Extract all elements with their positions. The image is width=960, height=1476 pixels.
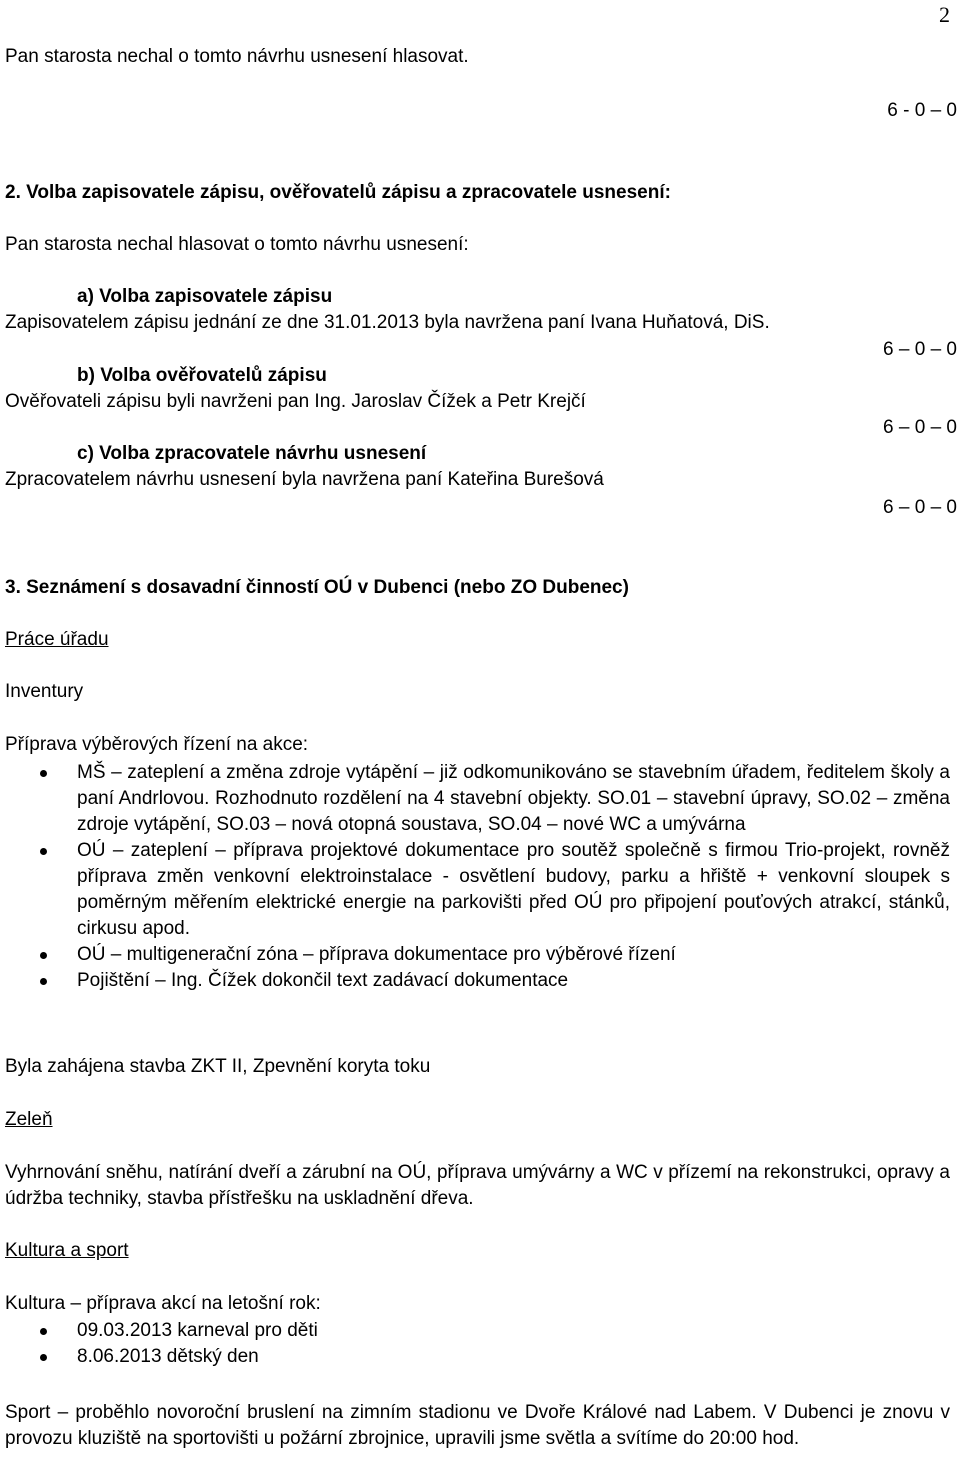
bullet-icon [40, 848, 47, 855]
intro-vote-result: 6 - 0 – 0 [887, 100, 957, 121]
section-2c-heading: c) Volba zpracovatele návrhu usnesení [77, 443, 427, 464]
section-2a-heading: a) Volba zapisovatele zápisu [77, 286, 333, 307]
section-2c-text: Zpracovatelem návrhu usnesení byla navržena paní Kateřina Burešová [5, 469, 604, 490]
bullet-icon [40, 1354, 47, 1361]
inventury-text: Inventury [5, 681, 84, 702]
priprava-title: Příprava výběrových řízení na akce: [5, 734, 309, 755]
list-item: 09.03.2013 karneval pro děti [0, 1318, 950, 1344]
section-2b-result: 6 – 0 – 0 [883, 417, 957, 438]
zkt-text: Byla zahájena stavba ZKT II, Zpevnění koryta toku [5, 1056, 431, 1077]
list-item: OÚ – multigenerační zóna – příprava dokumentace pro výběrové řízení [0, 942, 950, 968]
section-2b-heading: b) Volba ověřovatelů zápisu [77, 365, 327, 386]
kultura-intro: Kultura – příprava akcí na letošní rok: [5, 1293, 321, 1314]
kultura-title: Kultura a sport [5, 1240, 129, 1261]
list-item: OÚ – zateplení – příprava projektové dokumentace pro soutěž společně s firmou Trio-projekt, rovněž příprava změn venkovní elektroinstalace - osvětlení budovy, parku a hřiště + venkovní sloupek s poměrným měřením elektrické energie na parkovišti před OÚ pro připojení pouťových atrakcí, stánků, cirkusu apod. [0, 838, 950, 942]
zelen-text: Vyhrnování sněhu, natírání dveří a zárubní na OÚ, příprava umývárny a WC v přízemí na rekonstrukci, opravy a údržba techniky, stavba přístřešku na uskladnění dřeva. [5, 1162, 950, 1209]
section-2-intro: Pan starosta nechal hlasovat o tomto návrhu usnesení: [5, 234, 469, 255]
page-number: 2 [939, 2, 950, 27]
list-item: 8.06.2013 dětský den [0, 1344, 950, 1370]
intro-vote-text: Pan starosta nechal o tomto návrhu usnesení hlasovat. [5, 46, 469, 67]
prace-uradu-title: Práce úřadu [5, 629, 109, 650]
bullet-icon [40, 978, 47, 985]
section-2c-result: 6 – 0 – 0 [883, 497, 957, 518]
section-2a-result: 6 – 0 – 0 [883, 339, 957, 360]
section-3-heading: 3. Seznámení s dosavadní činností OÚ v Dubenci (nebo ZO Dubenec) [5, 577, 629, 598]
section-2a-text: Zapisovatelem zápisu jednání ze dne 31.01.2013 byla navržena paní Ivana Huňatová, DiS. [5, 312, 770, 333]
priprava-list [0, 760, 950, 994]
bullet-icon [40, 770, 47, 777]
section-2b-text: Ověřovateli zápisu byli navrženi pan Ing. Jaroslav Čížek a Petr Krejčí [5, 391, 586, 412]
list-item: Pojištění – Ing. Čížek dokončil text zadávací dokumentace [0, 968, 950, 994]
zelen-title: Zeleň [5, 1109, 53, 1130]
kultura-list [0, 1318, 950, 1370]
sport-text: Sport – proběhlo novoroční bruslení na zimním stadionu ve Dvoře Králové nad Labem. V Dubenci je znovu v provozu kluziště na sportovišti u požární zbrojnice, upravili jsme světla a svítíme do 20:00 hod. [5, 1402, 950, 1449]
bullet-icon [40, 1328, 47, 1335]
section-2-heading: 2. Volba zapisovatele zápisu, ověřovatelů zápisu a zpracovatele usnesení: [5, 182, 671, 203]
list-item: MŠ – zateplení a změna zdroje vytápění – již odkomunikováno se stavebním úřadem, ředitelem školy a paní Andrlovou. Rozhodnuto rozdělení na 4 stavební objekty. SO.01 – stavební úpravy, SO.02 – změna zdroje vytápění, SO.03 – nová otopná soustava, SO.04 – nové WC a umývárna [0, 760, 950, 838]
bullet-icon [40, 952, 47, 959]
